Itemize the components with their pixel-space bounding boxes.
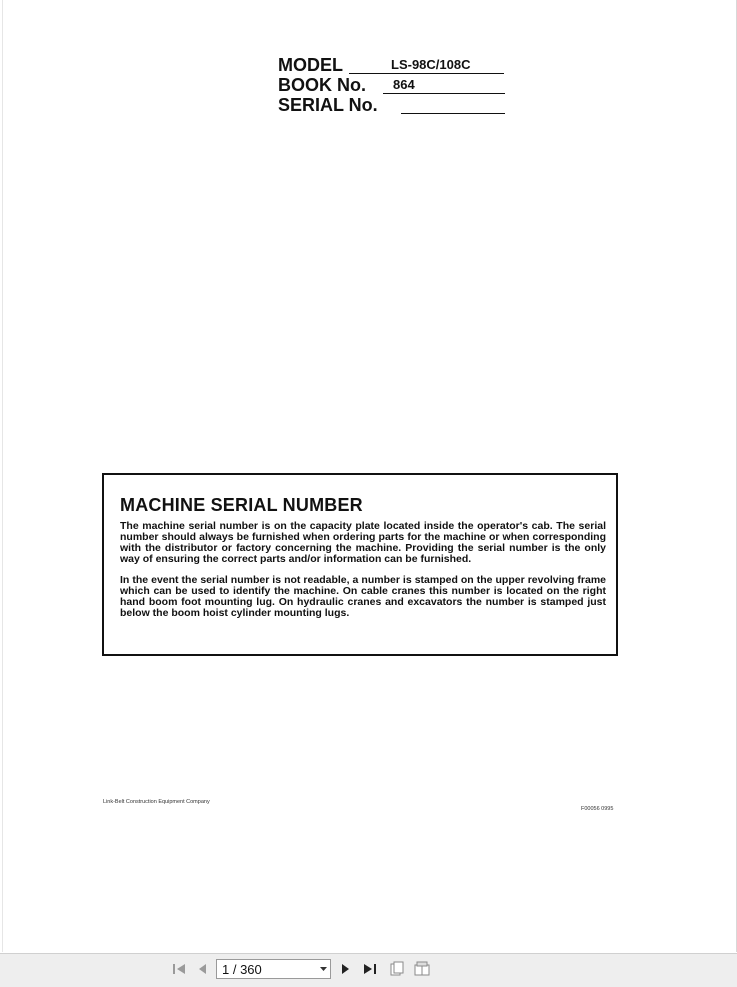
prev-page-icon[interactable] (196, 961, 208, 977)
last-page-icon[interactable] (362, 961, 378, 977)
document-page (2, 0, 737, 952)
first-page-icon[interactable] (171, 961, 187, 977)
model-underline (349, 73, 504, 74)
book-underline (383, 93, 505, 94)
serial-number-notice-box (102, 473, 618, 656)
page-number-field[interactable] (216, 959, 331, 979)
single-page-view-icon[interactable] (388, 961, 406, 977)
serial-label: SERIAL No. (278, 95, 378, 115)
notice-paragraph-2: In the event the serial number is not readable, a number is stamped on the upper revolving frame which can be used to identify the machine. On cable cranes this number is located on the right hand boom foot mounting lug. On hydraulic cranes and excavators the number is stamped just below the boom hoist cylinder mounting lugs. (120, 574, 606, 619)
page-indicator[interactable]: 1 / 360 (222, 961, 262, 977)
dropdown-arrow-icon[interactable] (316, 960, 330, 978)
viewer-toolbar (0, 953, 737, 987)
serial-underline (401, 113, 505, 114)
next-page-icon[interactable] (339, 961, 351, 977)
book-value: 864 (393, 77, 415, 92)
model-label: MODEL (278, 55, 343, 75)
notice-body (120, 521, 606, 629)
notice-paragraph-1: The machine serial number is on the capacity plate located inside the operator's cab. The serial number should always be furnished when ordering parts for the machine or when corresponding with the distributor or factory concerning the machine. Providing the serial number is the only way of ensuring the correct parts and/or information can be furnished. (120, 520, 606, 565)
model-value: LS-98C/108C (391, 57, 471, 72)
form-code-footer: F00056 0995 (581, 806, 614, 812)
notice-title: MACHINE SERIAL NUMBER (120, 495, 363, 515)
two-page-view-icon[interactable] (413, 961, 431, 977)
publisher-footer: Link-Belt Construction Equipment Company (103, 799, 210, 805)
book-label: BOOK No. (278, 75, 366, 95)
